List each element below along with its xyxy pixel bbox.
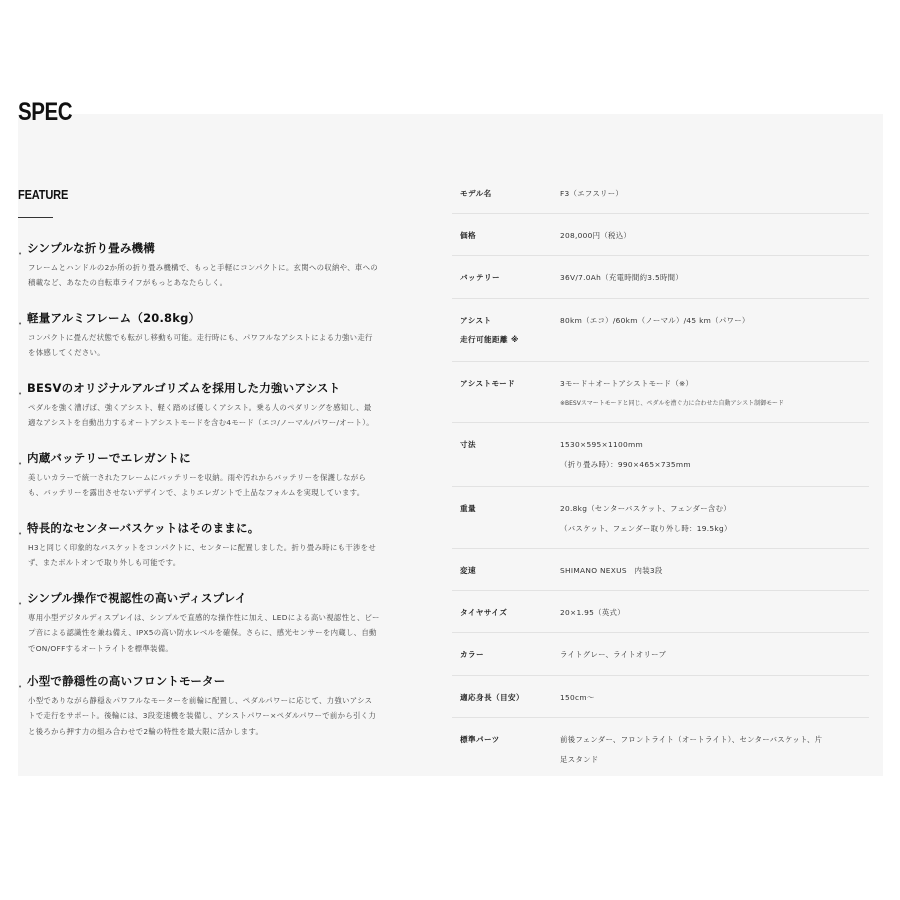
spec-row xyxy=(452,718,869,776)
spec-label xyxy=(460,561,555,580)
spec-label-line: カラー xyxy=(460,650,484,659)
spec-row xyxy=(452,676,869,718)
spec-label-line: 重量 xyxy=(460,504,476,513)
feature-item xyxy=(18,673,438,739)
feature-description-line: 積載など、あなたの自転車ライフがもっとあなたらしく。 xyxy=(28,278,228,288)
spec-note: ※BESVスマートモードと同じ、ペダルを漕ぐ力に合わせた自動アシスト制御モード xyxy=(560,400,784,407)
spec-label-line: アシスト xyxy=(460,316,492,325)
spec-value xyxy=(560,561,865,581)
spec-label xyxy=(460,603,555,622)
feature-description xyxy=(18,693,433,739)
bullet-icon: • xyxy=(18,390,23,398)
feature-title: 特長的なセンターバスケットはそのままに。 xyxy=(27,521,260,535)
spec-value-line: 前後フェンダー、フロントライト（オートライト）、センターバスケット、片 xyxy=(560,735,823,744)
bullet-icon: • xyxy=(18,683,23,691)
spec-value-line: SHIMANO NEXUS 内装3段 xyxy=(560,566,663,575)
spec-row xyxy=(452,362,869,423)
spec-label xyxy=(460,645,555,664)
feature-description xyxy=(18,260,433,291)
spec-row xyxy=(452,172,869,214)
spec-value xyxy=(560,688,865,708)
feature-description-line: も、バッテリーを露出させないデザインで、よりエレガントで上品なフォルムを実現しています。 xyxy=(28,488,365,498)
spec-row xyxy=(452,256,869,299)
feature-divider xyxy=(18,217,53,218)
feature-item xyxy=(18,310,438,361)
spec-label-line: 寸法 xyxy=(460,440,476,449)
feature-item xyxy=(18,240,438,291)
spec-value xyxy=(560,499,865,539)
spec-label xyxy=(460,226,555,245)
feature-description xyxy=(18,610,433,656)
spec-label xyxy=(460,311,555,349)
feature-description-line: H3と同じく印象的なバスケットをコンパクトに、センターに配置しました。折り畳み時にも干渉をせ xyxy=(28,543,377,552)
spec-label-line: アシストモード xyxy=(460,379,516,388)
spec-row xyxy=(452,423,869,487)
feature-description-line: ず、またボルトオンで取り外しも可能です。 xyxy=(28,558,181,568)
spec-label-line: モデル名 xyxy=(460,189,492,198)
spec-value-line: 1530×595×1100mm xyxy=(560,440,644,449)
feature-item xyxy=(18,520,438,571)
spec-row xyxy=(452,487,869,549)
spec-value xyxy=(560,435,865,475)
spec-value-line: （折り畳み時）：990×465×735mm xyxy=(560,460,691,469)
spec-value xyxy=(560,374,865,414)
spec-row xyxy=(452,633,869,676)
spec-value xyxy=(560,226,865,246)
spec-label xyxy=(460,730,555,749)
feature-description xyxy=(18,330,433,361)
feature-item xyxy=(18,380,438,431)
spec-value-line: 3モード＋オートアシストモード（※） xyxy=(560,379,694,388)
spec-label xyxy=(460,499,555,518)
feature-item xyxy=(18,450,438,501)
spec-label xyxy=(460,435,555,454)
feature-description-line: 適なアシストを自動出力するオートアシストモードを含む4モード（エコ/ノーマル/パワー/オート）。 xyxy=(28,418,374,428)
feature-description-line: と後ろから押す力の組み合わせで2輪の特性を最大限に活かします。 xyxy=(28,726,264,736)
feature-description-line: フレームとハンドルの2か所の折り畳み機構で、もっと手軽にコンパクトに。玄関への収納や、車への xyxy=(28,263,378,272)
feature-title: 小型で静穏性の高いフロントモーター xyxy=(27,674,226,688)
bullet-icon: • xyxy=(18,530,23,538)
spec-value-line: 208,000円（税込） xyxy=(560,231,632,240)
spec-label xyxy=(460,184,555,203)
bullet-icon: • xyxy=(18,600,23,608)
spec-value-line: F3（エフスリー） xyxy=(560,189,624,198)
spec-value-line: 36V/7.0Ah（充電時間約3.5時間） xyxy=(560,273,684,282)
spec-value-line: ライトグレー、ライトオリーブ xyxy=(560,650,667,659)
feature-description-line: トで走行をサポート。後輪には、3段変速機を装備し、アシストパワー×ペダルパワーで前から引く力 xyxy=(28,711,377,721)
spec-row xyxy=(452,214,869,256)
feature-description-line: でON/OFFするオートライトを標準装備。 xyxy=(28,643,174,653)
spec-label-line: 価格 xyxy=(460,231,476,240)
spec-value xyxy=(560,645,865,665)
spec-label xyxy=(460,374,555,393)
spec-value xyxy=(560,268,865,288)
spec-value xyxy=(560,603,865,623)
spec-row xyxy=(452,549,869,591)
feature-description-line: 専用小型デジタルディスプレイは、シンプルで直感的な操作性に加え、LEDによる高い視認性と、ビー xyxy=(28,613,380,622)
spec-value xyxy=(560,730,865,770)
feature-description xyxy=(18,470,433,501)
feature-description-line: を体感してください。 xyxy=(28,348,105,358)
feature-title: シンプル操作で視認性の高いディスプレイ xyxy=(27,591,247,605)
spec-row xyxy=(452,299,869,362)
feature-item xyxy=(18,590,438,656)
spec-label xyxy=(460,268,555,287)
bullet-icon: • xyxy=(18,250,23,258)
spec-row xyxy=(452,591,869,633)
feature-description-line: ペダルを強く漕げば、強くアシスト、軽く踏めば優しくアシスト。乗る人のペダリングを感知し、最 xyxy=(28,403,372,412)
feature-description-line: 小型でありながら静穏＆パワフルなモーターを前輪に配置し、ペダルパワーに応じて、力強いアシス xyxy=(28,696,373,705)
bullet-icon: • xyxy=(18,320,23,328)
spec-value-line: 20×1.95（英式） xyxy=(560,608,625,617)
bullet-icon: • xyxy=(18,460,23,468)
spec-label-line: タイヤサイズ xyxy=(460,608,508,617)
spec-label xyxy=(460,688,555,707)
feature-description xyxy=(18,540,433,571)
feature-description xyxy=(18,400,433,431)
spec-value-line: 80km（エコ）/60km（ノーマル）/45 km（パワー） xyxy=(560,316,750,325)
spec-label-line: 走行可能距離 ※ xyxy=(460,335,519,344)
page-title: SPEC xyxy=(18,98,73,126)
spec-value-line: （バスケット、フェンダー取り外し時：19.5kg） xyxy=(560,524,732,533)
spec-value xyxy=(560,184,865,204)
spec-label-line: 適応身長（目安） xyxy=(460,693,524,702)
spec-label-line: 標準パーツ xyxy=(460,735,500,744)
feature-description-line: プ音による認識性を兼ね備え、IPX5の高い防水レベルを確保。さらに、感光センサーを内蔵し、自動 xyxy=(28,628,377,638)
spec-value xyxy=(560,311,865,331)
feature-description-line: コンパクトに畳んだ状態でも転がし移動も可能。走行時にも、パワフルなアシストによる力強い走行 xyxy=(28,333,373,342)
feature-title: 軽量アルミフレーム（20.8kg） xyxy=(27,311,201,325)
spec-label-line: 変速 xyxy=(460,566,476,575)
spec-value-line: 20.8kg（センターバスケット、フェンダー含む） xyxy=(560,504,731,513)
feature-description-line: 美しいカラーで統一されたフレームにバッテリーを収納。雨や汚れからバッテリーを保護しながら xyxy=(28,473,367,482)
feature-heading: FEATURE xyxy=(18,187,69,202)
spec-label-line: バッテリー xyxy=(460,273,500,282)
feature-title: シンプルな折り畳み機構 xyxy=(27,241,155,255)
feature-title: 内蔵バッテリーでエレガントに xyxy=(27,451,191,465)
spec-value-line: 足スタンド xyxy=(560,755,599,764)
spec-value-line: 150cm～ xyxy=(560,693,595,702)
feature-title: BESVのオリジナルアルゴリズムを採用した力強いアシスト xyxy=(27,381,341,395)
